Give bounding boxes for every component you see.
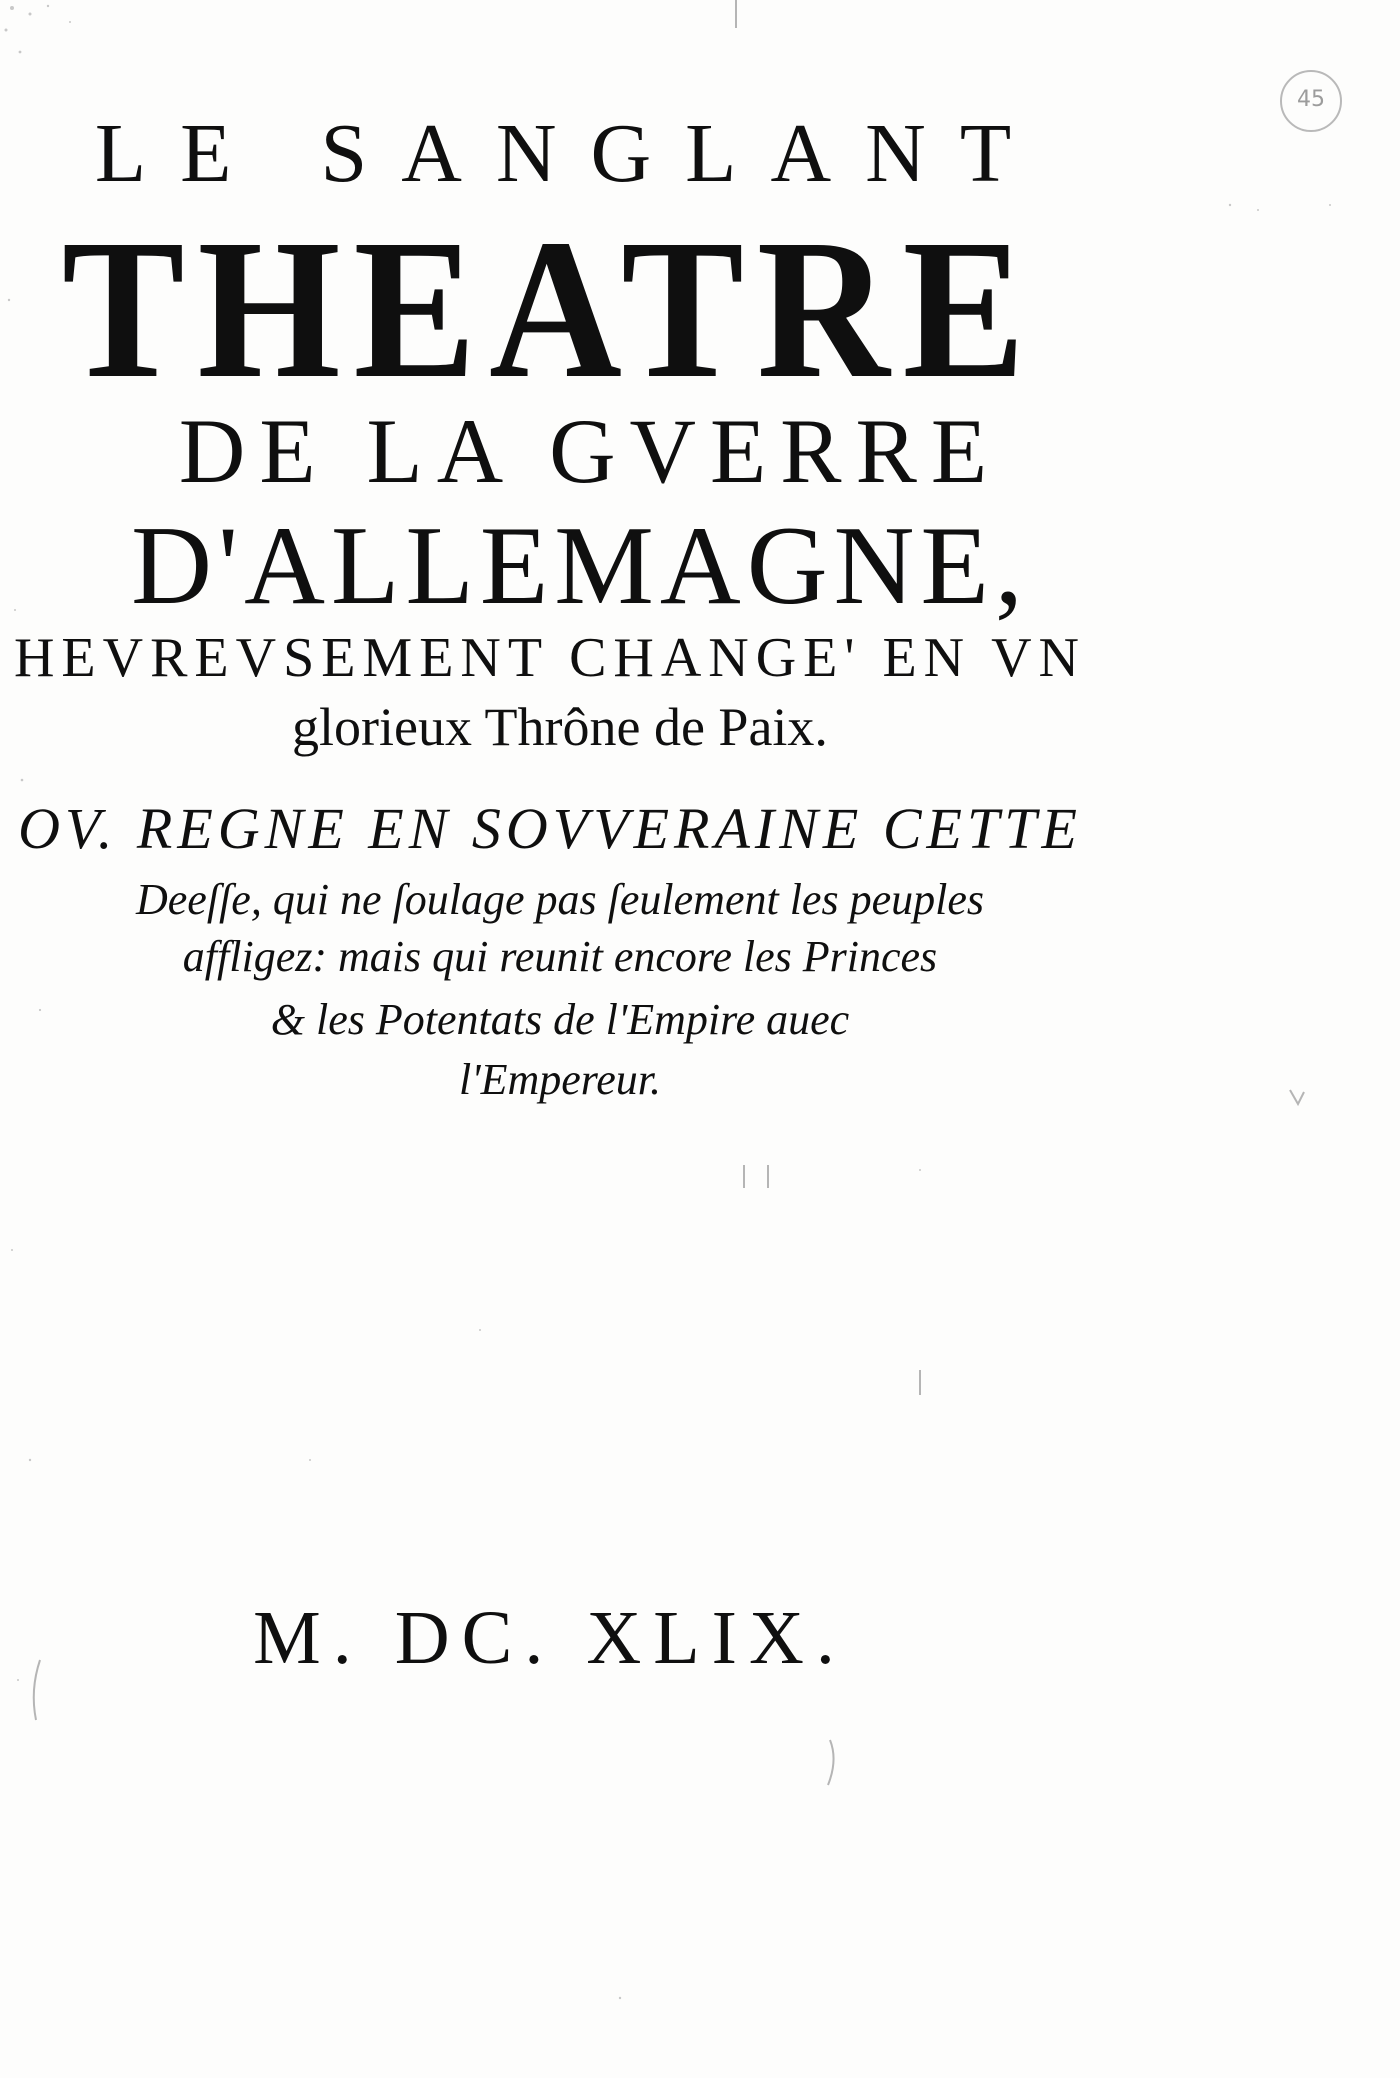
library-stamp: 45 [1280,70,1342,132]
description-heading: OV. REGNE EN SOVVERAINE CETTE [18,796,1082,861]
subtitle-line-1: HEVREVSEMENT CHANGE' EN VN [13,627,1086,689]
description-line-3: & les Potentats de l'Empire auec [270,995,850,1044]
title-line-4: D'ALLEMAGNE, [131,504,1029,628]
title-line-1: LE SANGLANT [94,107,1046,200]
description-line-1: Deeſſe, qui ne ſoulage pas ſeulement les peuples [136,875,984,924]
description-line-4: l'Empereur. [458,1055,662,1104]
title-line-3: DE LA GVERRE [178,400,1002,502]
imprint-date: M. DC. XLIX. [253,1596,847,1680]
subtitle-line-2: glorieux Thrône de Paix. [292,697,828,757]
title-line-2: THEATRE [61,199,1039,420]
description-line-2: affligez: mais qui reunit encore les Princes [182,932,938,981]
